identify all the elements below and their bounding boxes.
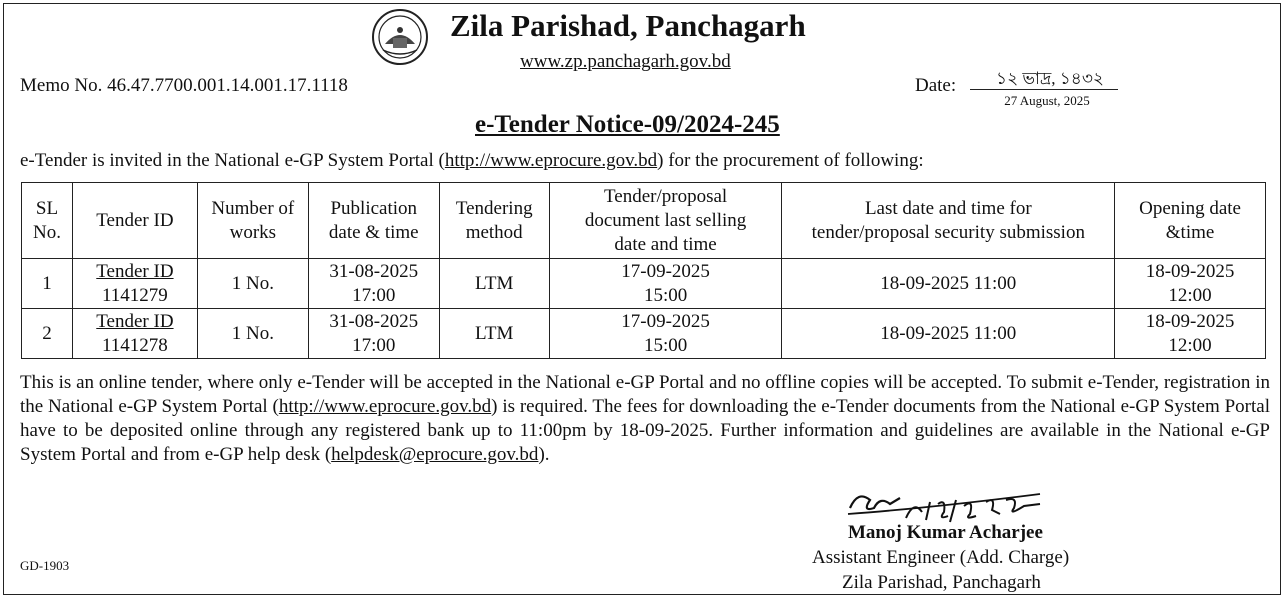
memo-number: Memo No. 46.47.7700.001.14.001.17.1118 xyxy=(20,75,348,96)
cell-method: LTM xyxy=(439,309,549,359)
header-method: Tendering method xyxy=(439,183,549,259)
table-header-row xyxy=(22,183,1266,259)
tender-table xyxy=(21,182,1266,359)
cell-opening: 18-09-2025 12:00 xyxy=(1115,259,1266,309)
signatory-name: Manoj Kumar Acharjee xyxy=(848,522,1043,543)
cell-publication: 31-08-2025 17:00 xyxy=(308,259,439,309)
cell-works: 1 No. xyxy=(197,309,308,359)
header-works: Number of works xyxy=(197,183,308,259)
eprocure-link[interactable]: http://www.eprocure.gov.bd xyxy=(444,150,658,171)
cell-method: LTM xyxy=(439,259,549,309)
cell-tender-id: Tender ID 1141278 xyxy=(72,309,197,359)
helpdesk-email-link[interactable]: helpdesk@eprocure.gov.bd xyxy=(331,444,539,465)
body-paragraph: This is an online tender, where only e-Tender will be accepted in the National e-GP Portal and no offline copies will be accepted. To submit e-Tender, registration in the National e-GP System Portal (http://www.eprocure.gov.bd) is required. The fees for downloading the e-Tender documents from the National e-GP System Portal have to be deposited online through any registered bank up to 11:00pm by 18-09-2025. Further information and guidelines are available in the National e-GP System Portal and from e-GP help desk (helpdesk@eprocure.gov.bd). xyxy=(20,372,1270,465)
header-tender-id: Tender ID xyxy=(72,183,197,259)
header-opening: Opening date &time xyxy=(1115,183,1266,259)
cell-last-date: 18-09-2025 11:00 xyxy=(782,259,1115,309)
date-bangla: ১২ ভাদ্র, ১৪৩২ xyxy=(996,69,1104,88)
cell-sl: 2 xyxy=(22,309,73,359)
table-row xyxy=(22,309,1266,359)
cell-selling: 17-09-2025 15:00 xyxy=(549,309,782,359)
table-row xyxy=(22,259,1266,309)
cell-works: 1 No. xyxy=(197,259,308,309)
cell-last-date: 18-09-2025 11:00 xyxy=(782,309,1115,359)
header-last-date: Last date and time for tender/proposal security submission xyxy=(782,183,1115,259)
date-english: 27 August, 2025 xyxy=(1004,93,1090,108)
cell-tender-id: Tender ID 1141279 xyxy=(72,259,197,309)
tender-id-link[interactable]: Tender ID xyxy=(96,260,174,282)
notice-title: e-Tender Notice-09/2024-245 xyxy=(475,111,780,138)
cell-publication: 31-08-2025 17:00 xyxy=(308,309,439,359)
signatory-office: Zila Parishad, Panchagarh xyxy=(842,572,1041,593)
government-seal-icon xyxy=(371,8,429,66)
cell-sl: 1 xyxy=(22,259,73,309)
cell-opening: 18-09-2025 12:00 xyxy=(1115,309,1266,359)
header-publication: Publication date & time xyxy=(308,183,439,259)
signatory-designation: Assistant Engineer (Add. Charge) xyxy=(812,547,1070,568)
date-label: Date: xyxy=(915,75,957,96)
tender-id-link[interactable]: Tender ID xyxy=(96,310,174,332)
eprocure-link[interactable]: http://www.eprocure.gov.bd xyxy=(278,396,492,417)
organization-title: Zila Parishad, Panchagarh xyxy=(450,8,806,43)
intro-text: e-Tender is invited in the National e-GP System Portal (http://www.eprocure.gov.bd) for the procurement of following: xyxy=(20,150,924,171)
header-selling: Tender/proposal document last selling date and time xyxy=(549,183,782,259)
header-sl: SL No. xyxy=(22,183,73,259)
website-link[interactable]: www.zp.panchagarh.gov.bd xyxy=(520,51,731,72)
cell-selling: 17-09-2025 15:00 xyxy=(549,259,782,309)
gd-number: GD-1903 xyxy=(20,558,70,573)
date-divider xyxy=(970,89,1118,90)
